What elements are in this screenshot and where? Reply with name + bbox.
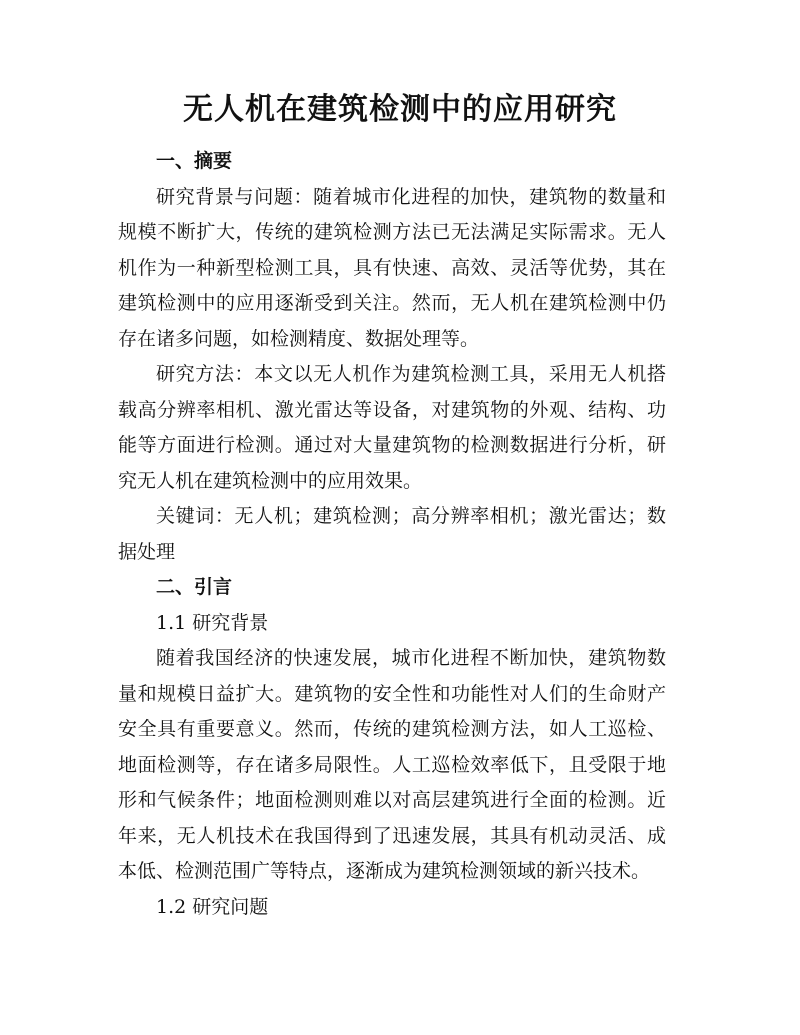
abstract-background-paragraph: 研究背景与问题：随着城市化进程的加快，建筑物的数量和规模不断扩大，传统的建筑检测方法已无法满足实际需求。无人机作为一种新型检测工具，具有快速、高效、灵活等优势，其在建筑检测中的应用逐渐受到关注。然而，无人机在建筑检测中仍存在诸多问题，如检测精度、数据处理等。 xyxy=(118,185,666,350)
introduction-heading: 二、引言 xyxy=(156,576,233,598)
abstract-method-paragraph: 研究方法：本文以无人机作为建筑检测工具，采用无人机搭载高分辨率相机、激光雷达等设备，对建筑物的外观、结构、功能等方面进行检测。通过对大量建筑物的检测数据进行分析，研究无人机在建筑检测中的应用效果。 xyxy=(118,363,666,492)
research-question-subheading: 1.2 研究问题 xyxy=(156,895,269,918)
research-background-subheading: 1.1 研究背景 xyxy=(156,611,269,634)
keywords-paragraph: 关键词：无人机；建筑检测；高分辨率相机；激光雷达；数据处理 xyxy=(118,505,666,563)
abstract-heading: 一、摘要 xyxy=(156,150,233,172)
page-title: 无人机在建筑检测中的应用研究 xyxy=(183,92,617,127)
document-body xyxy=(118,144,666,925)
research-background-paragraph: 随着我国经济的快速发展，城市化进程不断加快，建筑物数量和规模日益扩大。建筑物的安全性和功能性对人们的生命财产安全具有重要意义。然而，传统的建筑检测方法，如人工巡检、地面检测等，存在诸多局限性。人工巡检效率低下，且受限于地形和气候条件；地面检测则难以对高层建筑进行全面的检测。近年来，无人机技术在我国得到了迅速发展，其具有机动灵活、成本低、检测范围广等特点，逐渐成为建筑检测领域的新兴技术。 xyxy=(118,647,666,882)
